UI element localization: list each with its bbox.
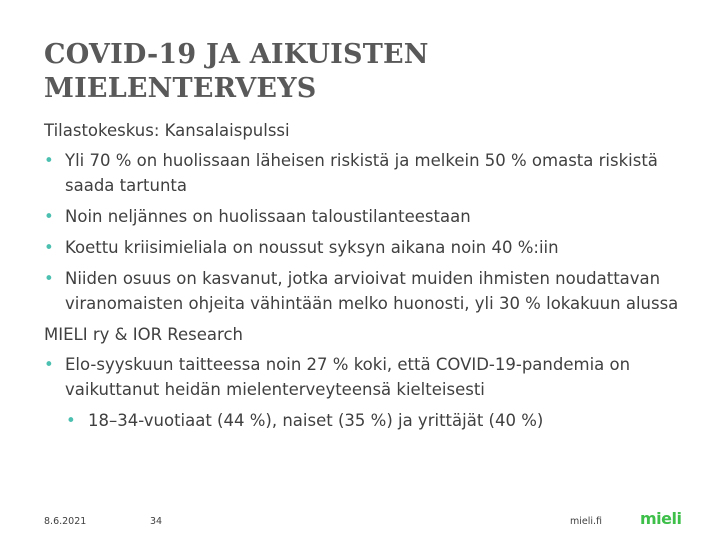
bullet-item [44, 266, 684, 316]
bullet-text: Noin neljännes on huolissaan taloustilanteestaan [65, 207, 471, 226]
bullet-item [44, 352, 684, 402]
bullet-text: Niiden osuus on kasvanut, jotka arvioivat muiden ihmisten noudattavan viranomaisten ohjeita vähintään melko huonosti, yli 30 % lokakuun alussa [65, 269, 679, 313]
bullet-text: Elo-syyskuun taitteessa noin 27 % koki, että COVID-19-pandemia on vaikuttanut heidän mielenterveyteensä kielteisesti [65, 355, 631, 399]
footer-date: 8.6.2021 [44, 516, 87, 527]
bullet-dot-icon: • [44, 355, 54, 374]
section-heading-statistics: Tilastokeskus: Kansalaispulssi [44, 121, 290, 140]
page-number: 34 [150, 516, 163, 527]
slide-body [44, 118, 684, 439]
bullet-dot-icon: • [44, 151, 54, 170]
bullet-dot-icon: • [44, 207, 54, 226]
bullet-dot-icon: • [44, 269, 54, 288]
bullet-item [44, 235, 684, 260]
footer-url: mieli.fi [570, 516, 603, 527]
bullet-item [44, 148, 684, 198]
sub-bullet-item [44, 408, 684, 433]
bullet-dot-icon: • [66, 411, 76, 430]
sub-bullet-text: 18–34-vuotiaat (44 %), naiset (35 %) ja yrittäjät (40 %) [88, 411, 544, 430]
section-heading-mieli: MIELI ry & IOR Research [44, 325, 243, 344]
bullet-text: Yli 70 % on huolissaan läheisen riskistä ja melkein 50 % omasta riskistä saada tartunta [65, 151, 658, 195]
slide-title: COVID-19 JA AIKUISTEN MIELENTERVEYS [44, 39, 429, 104]
bullet-dot-icon: • [44, 238, 54, 257]
bullet-item [44, 204, 684, 229]
mieli-logo: mieli [640, 509, 682, 528]
bullet-text: Koettu kriisimieliala on noussut syksyn aikana noin 40 %:iin [65, 238, 559, 257]
